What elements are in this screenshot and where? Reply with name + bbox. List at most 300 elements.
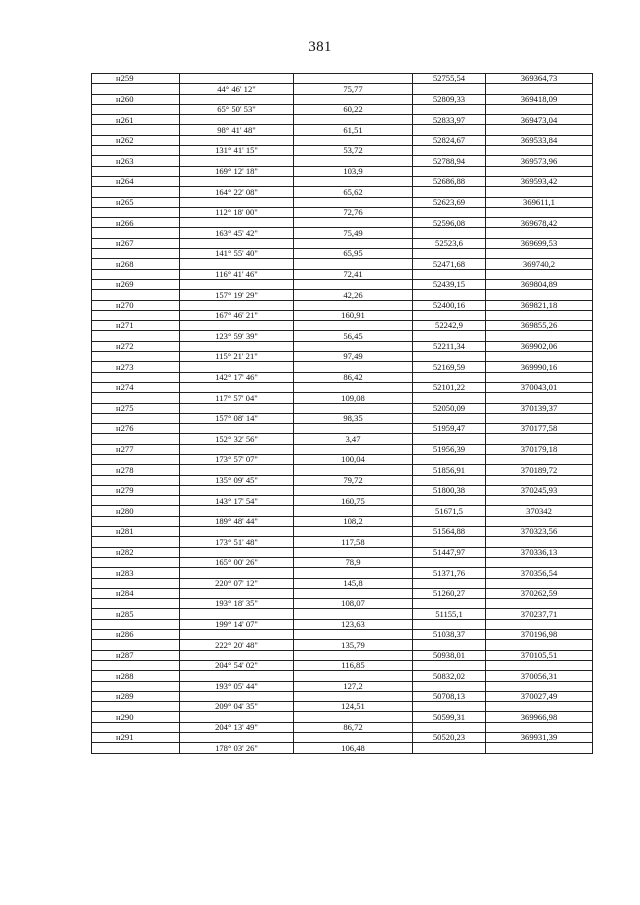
empty-point-cell: [92, 557, 180, 567]
point-row: [92, 424, 593, 434]
empty-point-cell: [92, 454, 180, 464]
empty-length-cell: [294, 382, 413, 392]
point-name-cell: н260: [92, 94, 180, 104]
coordinates-table: [91, 73, 593, 754]
empty-length-cell: [294, 115, 413, 125]
direction-angle-cell: 220° 07' 12": [180, 578, 294, 588]
segment-row: [92, 496, 593, 506]
segment-row: [92, 454, 593, 464]
empty-length-cell: [294, 588, 413, 598]
point-name-cell: н279: [92, 485, 180, 495]
point-row: [92, 218, 593, 228]
direction-angle-cell: 142° 17' 46": [180, 372, 294, 382]
empty-angle-cell: [180, 712, 294, 722]
empty-point-cell: [92, 722, 180, 732]
empty-y-cell: [486, 619, 593, 629]
coord-y-cell: 369611,1: [486, 197, 593, 207]
segment-length-cell: 53,72: [294, 146, 413, 156]
point-name-cell: н280: [92, 506, 180, 516]
point-name-cell: н267: [92, 238, 180, 248]
point-row: [92, 465, 593, 475]
point-row: [92, 94, 593, 104]
empty-angle-cell: [180, 321, 294, 331]
point-name-cell: н263: [92, 156, 180, 166]
empty-angle-cell: [180, 362, 294, 372]
coord-y-cell: 370237,71: [486, 609, 593, 619]
segment-length-cell: 98,35: [294, 413, 413, 423]
coord-x-cell: 52824,67: [413, 135, 486, 145]
empty-point-cell: [92, 84, 180, 94]
empty-angle-cell: [180, 238, 294, 248]
empty-y-cell: [486, 475, 593, 485]
coord-x-cell: 52400,16: [413, 300, 486, 310]
empty-angle-cell: [180, 506, 294, 516]
coord-x-cell: 51800,38: [413, 485, 486, 495]
segment-length-cell: 109,08: [294, 393, 413, 403]
empty-x-cell: [413, 372, 486, 382]
point-row: [92, 197, 593, 207]
segment-length-cell: 3,47: [294, 434, 413, 444]
point-row: [92, 485, 593, 495]
empty-x-cell: [413, 393, 486, 403]
empty-y-cell: [486, 413, 593, 423]
point-name-cell: н286: [92, 630, 180, 640]
direction-angle-cell: 173° 51' 48": [180, 537, 294, 547]
empty-x-cell: [413, 640, 486, 650]
empty-x-cell: [413, 104, 486, 114]
coord-y-cell: 370027,49: [486, 691, 593, 701]
empty-length-cell: [294, 733, 413, 743]
empty-x-cell: [413, 166, 486, 176]
segment-length-cell: 135,79: [294, 640, 413, 650]
point-row: [92, 506, 593, 516]
empty-point-cell: [92, 125, 180, 135]
point-name-cell: н285: [92, 609, 180, 619]
coord-y-cell: 369990,16: [486, 362, 593, 372]
direction-angle-cell: 173° 57' 07": [180, 454, 294, 464]
empty-angle-cell: [180, 94, 294, 104]
segment-row: [92, 104, 593, 114]
empty-y-cell: [486, 681, 593, 691]
coord-y-cell: 370177,58: [486, 424, 593, 434]
coord-y-cell: 369902,06: [486, 341, 593, 351]
empty-angle-cell: [180, 156, 294, 166]
empty-x-cell: [413, 269, 486, 279]
segment-length-cell: 75,77: [294, 84, 413, 94]
empty-x-cell: [413, 290, 486, 300]
empty-y-cell: [486, 104, 593, 114]
point-name-cell: н288: [92, 671, 180, 681]
empty-length-cell: [294, 74, 413, 84]
coord-x-cell: 50832,02: [413, 671, 486, 681]
empty-length-cell: [294, 712, 413, 722]
empty-x-cell: [413, 578, 486, 588]
empty-y-cell: [486, 166, 593, 176]
coord-x-cell: 51856,91: [413, 465, 486, 475]
point-row: [92, 176, 593, 186]
point-row: [92, 362, 593, 372]
empty-point-cell: [92, 331, 180, 341]
coord-x-cell: 50938,01: [413, 650, 486, 660]
empty-y-cell: [486, 187, 593, 197]
segment-length-cell: 65,95: [294, 249, 413, 259]
direction-angle-cell: 165° 00' 26": [180, 557, 294, 567]
empty-point-cell: [92, 187, 180, 197]
coord-y-cell: 370105,51: [486, 650, 593, 660]
empty-angle-cell: [180, 300, 294, 310]
segment-length-cell: 61,51: [294, 125, 413, 135]
coord-x-cell: 50520,23: [413, 733, 486, 743]
segment-length-cell: 160,91: [294, 310, 413, 320]
empty-length-cell: [294, 238, 413, 248]
segment-length-cell: 106,48: [294, 743, 413, 753]
point-name-cell: н269: [92, 279, 180, 289]
segment-length-cell: 72,76: [294, 207, 413, 217]
coord-y-cell: 369573,96: [486, 156, 593, 166]
coord-x-cell: 51956,39: [413, 444, 486, 454]
empty-y-cell: [486, 290, 593, 300]
empty-x-cell: [413, 249, 486, 259]
empty-length-cell: [294, 485, 413, 495]
segment-length-cell: 72,41: [294, 269, 413, 279]
segment-length-cell: 124,51: [294, 702, 413, 712]
point-name-cell: н264: [92, 176, 180, 186]
coord-y-cell: 369699,53: [486, 238, 593, 248]
empty-point-cell: [92, 702, 180, 712]
empty-y-cell: [486, 722, 593, 732]
direction-angle-cell: 131° 41' 15": [180, 146, 294, 156]
empty-y-cell: [486, 516, 593, 526]
empty-point-cell: [92, 290, 180, 300]
segment-length-cell: 103,9: [294, 166, 413, 176]
coord-x-cell: 52788,94: [413, 156, 486, 166]
empty-point-cell: [92, 166, 180, 176]
empty-angle-cell: [180, 609, 294, 619]
empty-length-cell: [294, 197, 413, 207]
empty-x-cell: [413, 310, 486, 320]
coord-x-cell: 52809,33: [413, 94, 486, 104]
coord-x-cell: 52050,09: [413, 403, 486, 413]
empty-x-cell: [413, 702, 486, 712]
point-row: [92, 403, 593, 413]
empty-angle-cell: [180, 424, 294, 434]
direction-angle-cell: 135° 09' 45": [180, 475, 294, 485]
segment-row: [92, 290, 593, 300]
coord-y-cell: 369740,2: [486, 259, 593, 269]
point-row: [92, 321, 593, 331]
segment-length-cell: 42,26: [294, 290, 413, 300]
empty-length-cell: [294, 691, 413, 701]
coord-y-cell: 370056,31: [486, 671, 593, 681]
empty-length-cell: [294, 424, 413, 434]
empty-x-cell: [413, 352, 486, 362]
point-row: [92, 671, 593, 681]
point-name-cell: н278: [92, 465, 180, 475]
empty-angle-cell: [180, 218, 294, 228]
point-row: [92, 691, 593, 701]
point-row: [92, 444, 593, 454]
empty-y-cell: [486, 578, 593, 588]
coord-x-cell: 52211,34: [413, 341, 486, 351]
empty-point-cell: [92, 249, 180, 259]
empty-angle-cell: [180, 403, 294, 413]
empty-x-cell: [413, 434, 486, 444]
empty-length-cell: [294, 630, 413, 640]
segment-length-cell: 78,9: [294, 557, 413, 567]
direction-angle-cell: 222° 20' 48": [180, 640, 294, 650]
coord-x-cell: 52471,68: [413, 259, 486, 269]
empty-length-cell: [294, 506, 413, 516]
empty-length-cell: [294, 650, 413, 660]
empty-x-cell: [413, 599, 486, 609]
segment-row: [92, 84, 593, 94]
segment-row: [92, 207, 593, 217]
coord-x-cell: 52242,9: [413, 321, 486, 331]
empty-length-cell: [294, 176, 413, 186]
empty-point-cell: [92, 743, 180, 753]
empty-angle-cell: [180, 547, 294, 557]
point-row: [92, 527, 593, 537]
coord-x-cell: 51038,37: [413, 630, 486, 640]
empty-point-cell: [92, 413, 180, 423]
segment-row: [92, 743, 593, 753]
segment-row: [92, 537, 593, 547]
empty-length-cell: [294, 321, 413, 331]
point-name-cell: н262: [92, 135, 180, 145]
coord-x-cell: 52833,97: [413, 115, 486, 125]
point-row: [92, 382, 593, 392]
empty-point-cell: [92, 660, 180, 670]
empty-x-cell: [413, 207, 486, 217]
point-row: [92, 300, 593, 310]
point-row: [92, 259, 593, 269]
empty-point-cell: [92, 578, 180, 588]
coord-y-cell: 370139,37: [486, 403, 593, 413]
point-row: [92, 74, 593, 84]
coord-x-cell: 52596,08: [413, 218, 486, 228]
empty-angle-cell: [180, 341, 294, 351]
empty-x-cell: [413, 84, 486, 94]
empty-x-cell: [413, 722, 486, 732]
coord-x-cell: 52523,6: [413, 238, 486, 248]
empty-angle-cell: [180, 465, 294, 475]
empty-x-cell: [413, 537, 486, 547]
empty-angle-cell: [180, 444, 294, 454]
segment-row: [92, 187, 593, 197]
point-row: [92, 547, 593, 557]
coord-x-cell: 52169,59: [413, 362, 486, 372]
empty-y-cell: [486, 496, 593, 506]
segment-row: [92, 702, 593, 712]
segment-length-cell: 86,72: [294, 722, 413, 732]
empty-length-cell: [294, 94, 413, 104]
empty-angle-cell: [180, 74, 294, 84]
coord-y-cell: 370336,13: [486, 547, 593, 557]
direction-angle-cell: 117° 57' 04": [180, 393, 294, 403]
direction-angle-cell: 167° 46' 21": [180, 310, 294, 320]
empty-x-cell: [413, 331, 486, 341]
empty-point-cell: [92, 434, 180, 444]
empty-point-cell: [92, 640, 180, 650]
coord-x-cell: 51959,47: [413, 424, 486, 434]
coord-x-cell: 52686,88: [413, 176, 486, 186]
segment-length-cell: 145,8: [294, 578, 413, 588]
point-name-cell: н271: [92, 321, 180, 331]
empty-point-cell: [92, 619, 180, 629]
empty-x-cell: [413, 516, 486, 526]
coord-x-cell: 52623,69: [413, 197, 486, 207]
empty-point-cell: [92, 516, 180, 526]
empty-y-cell: [486, 372, 593, 382]
coord-y-cell: 369678,42: [486, 218, 593, 228]
segment-length-cell: 117,58: [294, 537, 413, 547]
empty-angle-cell: [180, 382, 294, 392]
direction-angle-cell: 115° 21' 21": [180, 352, 294, 362]
empty-point-cell: [92, 393, 180, 403]
segment-row: [92, 681, 593, 691]
point-row: [92, 609, 593, 619]
coord-y-cell: 370245,93: [486, 485, 593, 495]
coord-x-cell: 51371,76: [413, 568, 486, 578]
empty-angle-cell: [180, 568, 294, 578]
coord-x-cell: 52101,22: [413, 382, 486, 392]
empty-y-cell: [486, 331, 593, 341]
coord-y-cell: 369418,09: [486, 94, 593, 104]
segment-row: [92, 146, 593, 156]
empty-length-cell: [294, 444, 413, 454]
coord-y-cell: 369821,18: [486, 300, 593, 310]
empty-x-cell: [413, 454, 486, 464]
coord-x-cell: 51671,5: [413, 506, 486, 516]
point-row: [92, 115, 593, 125]
segment-length-cell: 79,72: [294, 475, 413, 485]
empty-y-cell: [486, 249, 593, 259]
empty-angle-cell: [180, 135, 294, 145]
empty-point-cell: [92, 537, 180, 547]
direction-angle-cell: 204° 13' 49": [180, 722, 294, 732]
point-name-cell: н290: [92, 712, 180, 722]
direction-angle-cell: 123° 59' 39": [180, 331, 294, 341]
segment-row: [92, 516, 593, 526]
empty-y-cell: [486, 269, 593, 279]
segment-row: [92, 249, 593, 259]
direction-angle-cell: 141° 55' 40": [180, 249, 294, 259]
empty-point-cell: [92, 599, 180, 609]
empty-y-cell: [486, 660, 593, 670]
empty-length-cell: [294, 671, 413, 681]
empty-point-cell: [92, 475, 180, 485]
segment-length-cell: 86,42: [294, 372, 413, 382]
empty-y-cell: [486, 125, 593, 135]
point-name-cell: н277: [92, 444, 180, 454]
empty-length-cell: [294, 135, 413, 145]
point-name-cell: н287: [92, 650, 180, 660]
point-name-cell: н265: [92, 197, 180, 207]
segment-row: [92, 578, 593, 588]
empty-angle-cell: [180, 650, 294, 660]
empty-y-cell: [486, 84, 593, 94]
empty-length-cell: [294, 218, 413, 228]
empty-y-cell: [486, 743, 593, 753]
direction-angle-cell: 143° 17' 54": [180, 496, 294, 506]
direction-angle-cell: 178° 03' 26": [180, 743, 294, 753]
point-row: [92, 630, 593, 640]
empty-angle-cell: [180, 197, 294, 207]
empty-point-cell: [92, 352, 180, 362]
point-row: [92, 156, 593, 166]
direction-angle-cell: 193° 05' 44": [180, 681, 294, 691]
segment-row: [92, 310, 593, 320]
direction-angle-cell: 199° 14' 07": [180, 619, 294, 629]
empty-length-cell: [294, 300, 413, 310]
segment-row: [92, 166, 593, 176]
page-number: 381: [308, 39, 332, 55]
empty-x-cell: [413, 475, 486, 485]
segment-length-cell: 116,85: [294, 660, 413, 670]
coord-x-cell: 51260,27: [413, 588, 486, 598]
empty-point-cell: [92, 496, 180, 506]
direction-angle-cell: 65° 50' 53": [180, 104, 294, 114]
point-name-cell: н291: [92, 733, 180, 743]
empty-y-cell: [486, 207, 593, 217]
point-name-cell: н261: [92, 115, 180, 125]
empty-length-cell: [294, 527, 413, 537]
segment-row: [92, 372, 593, 382]
segment-row: [92, 619, 593, 629]
point-name-cell: н273: [92, 362, 180, 372]
segment-length-cell: 108,07: [294, 599, 413, 609]
empty-length-cell: [294, 362, 413, 372]
point-row: [92, 279, 593, 289]
point-name-cell: н281: [92, 527, 180, 537]
point-row: [92, 238, 593, 248]
segment-length-cell: 123,63: [294, 619, 413, 629]
empty-length-cell: [294, 609, 413, 619]
point-name-cell: н259: [92, 74, 180, 84]
segment-row: [92, 557, 593, 567]
point-name-cell: н282: [92, 547, 180, 557]
segment-length-cell: 100,04: [294, 454, 413, 464]
segment-length-cell: 160,75: [294, 496, 413, 506]
coord-y-cell: 370356,54: [486, 568, 593, 578]
coord-y-cell: 370342: [486, 506, 593, 516]
point-name-cell: н276: [92, 424, 180, 434]
point-name-cell: н274: [92, 382, 180, 392]
direction-angle-cell: 98° 41' 48": [180, 125, 294, 135]
direction-angle-cell: 157° 08' 14": [180, 413, 294, 423]
segment-length-cell: 56,45: [294, 331, 413, 341]
segment-row: [92, 722, 593, 732]
direction-angle-cell: 112° 18' 00": [180, 207, 294, 217]
direction-angle-cell: 169° 12' 18": [180, 166, 294, 176]
empty-angle-cell: [180, 279, 294, 289]
coord-y-cell: 369533,84: [486, 135, 593, 145]
empty-angle-cell: [180, 733, 294, 743]
segment-row: [92, 434, 593, 444]
segment-row: [92, 125, 593, 135]
point-name-cell: н268: [92, 259, 180, 269]
empty-angle-cell: [180, 671, 294, 681]
point-row: [92, 650, 593, 660]
coord-x-cell: 51564,88: [413, 527, 486, 537]
segment-length-cell: 127,2: [294, 681, 413, 691]
segment-length-cell: 65,62: [294, 187, 413, 197]
empty-x-cell: [413, 187, 486, 197]
empty-angle-cell: [180, 691, 294, 701]
segment-row: [92, 393, 593, 403]
point-row: [92, 341, 593, 351]
coordinates-table-body: [92, 74, 593, 754]
